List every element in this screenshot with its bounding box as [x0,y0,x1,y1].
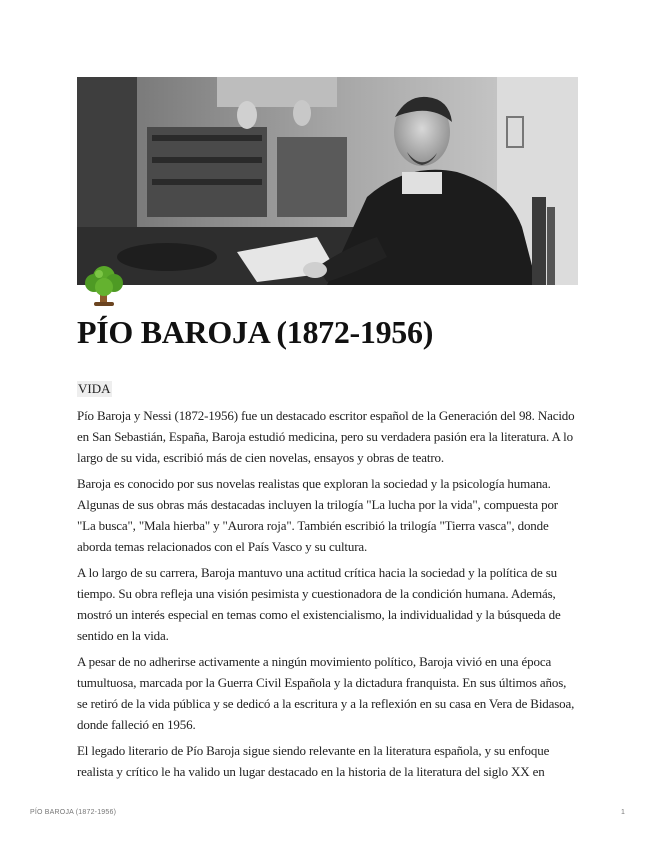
section-heading-vida: VIDA [78,381,111,396]
tree-icon [81,262,127,308]
paragraph-3: A lo largo de su carrera, Baroja mantuvo una actitud crítica hacia la sociedad y la política de su tiempo. Su obra refleja una visión pesimista y cuestionadora de la condición humana. Además, mostró un interés especial en temas como el existencialismo, la individualidad y la búsqueda de sentido en la vida. [77,565,561,643]
page-title: PÍO BAROJA (1872-1956) [77,314,434,350]
paragraph-2: Baroja es conocido por sus novelas realistas que exploran la sociedad y la psicología humana. Algunas de sus obras más destacadas incluyen la trilogía "La lucha por la vida", compuesta por "La busca", "Mala hierba" y "Aurora roja". También escribió la trilogía "Tierra vasca", donde aborda temas relacionados con el País Vasco y su cultura. [77,476,558,554]
portrait-photo [77,77,578,285]
paragraph-4: A pesar de no adherirse activamente a ningún movimiento político, Baroja vivió en una época tumultuosa, marcada por la Guerra Civil Española y la dictadura franquista. En sus últimos años, se retiró de la vida pública y se dedicó a la escritura y a la reflexión en su casa en Vera de Bidasoa, donde falleció en 1956. [77,654,575,732]
footer-running-title: PÍO BAROJA (1872-1956) [30,809,117,816]
paragraph-5: El legado literario de Pío Baroja sigue siendo relevante en la literatura española, y su enfoque realista y crítico le ha valido un lugar destacado en la historia de la literatura del siglo XX en [77,743,550,779]
footer-page-number: 1 [621,809,625,816]
body-text [77,405,577,787]
paragraph-1: Pío Baroja y Nessi (1872-1956) fue un destacado escritor español de la Generación del 98. Nacido en San Sebastián, España, Baroja estudió medicina, pero su verdadera pasión era la literatura. A lo largo de su vida, escribió más de cien novelas, ensayos y obras de teatro. [77,408,575,465]
